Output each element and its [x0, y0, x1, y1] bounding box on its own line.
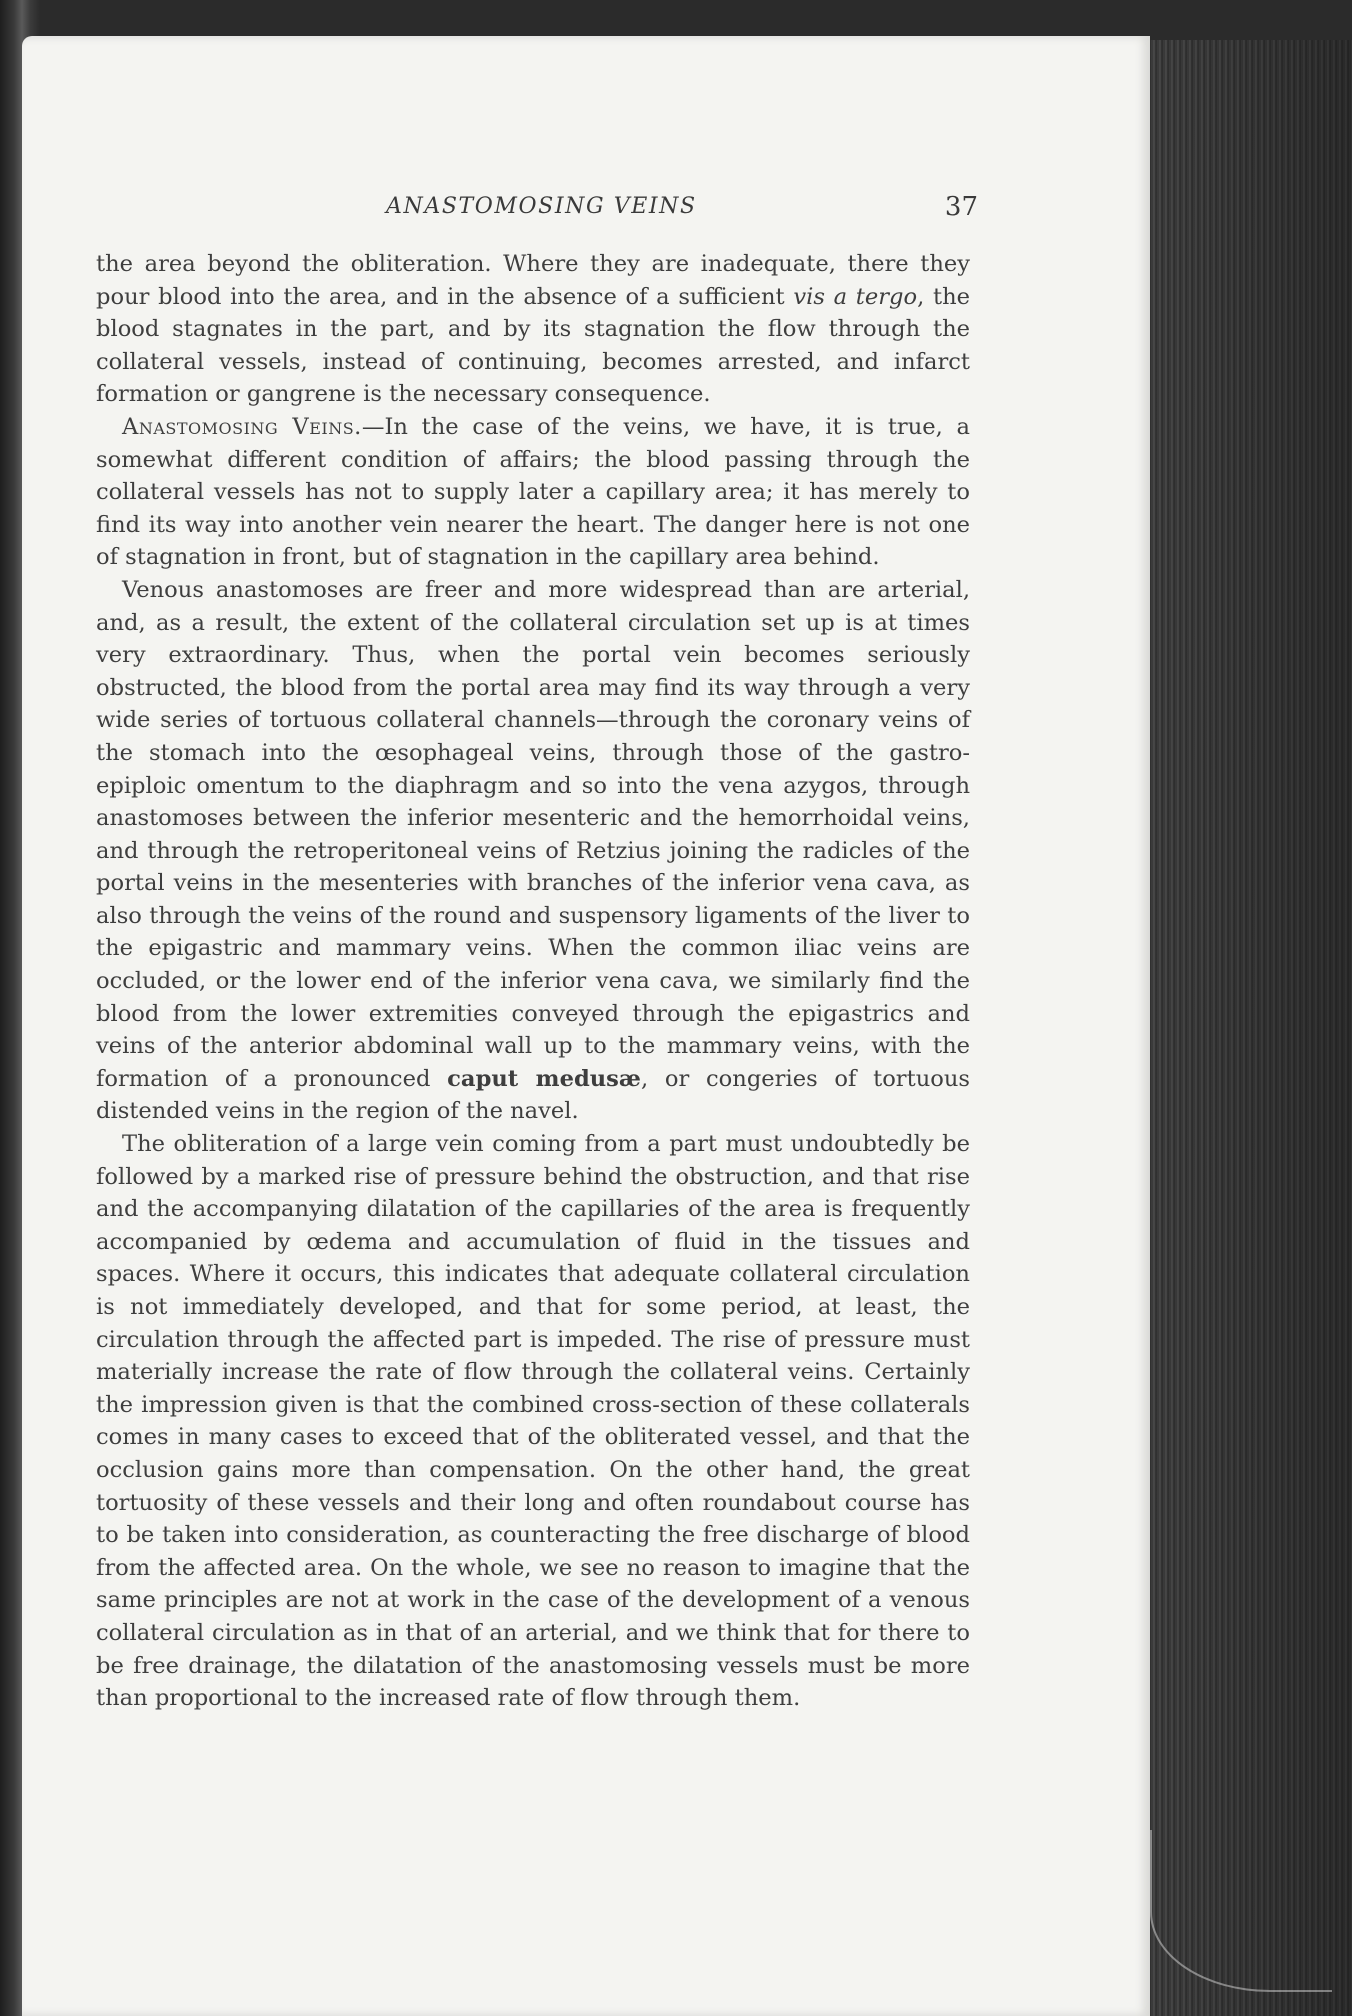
paragraph-3-text-a: Venous anastomoses are freer and more widespread than are arterial, and, as a result, the extent of the collateral circulation set up is at times very extraordinary. Thus, when the portal vein becomes seriously obstructed, the blood from the portal area may find its way through a very wide series of tortuous collateral channels—through the coronary veins of the stomach into the œsophageal veins, through those of the gastro-epiploic omentum to the diaphragm and so into the vena azygos, through anastomoses between the inferior mesenteric and the hemorrhoidal veins, and through the retroperitoneal veins of Retzius joining the radicles of the portal veins in the mesenteries with branches of the inferior vena cava, as also through the veins of the round and suspensory ligaments of the liver to the epigastric and mammary veins. When the common iliac veins are occluded, or the lower end of the inferior vena cava, we similarly find the blood from the lower extremities conveyed through the epigastrics and veins of the anterior abdominal wall up to the mammary veins, with the formation of a pronounced: [96, 576, 970, 1092]
body-text: [96, 248, 970, 1715]
paragraph-1-text-b: , the blood stagnates in the part, and by its stagnation the flow through the collateral vessels, instead of continuing, becomes arrested, and infarct formation or gangrene is the necessary consequence.: [96, 283, 970, 408]
paragraph-1: [96, 248, 970, 411]
paragraph-4-text: The obliteration of a large vein coming from a part must undoubtedly be followed by a marked rise of pressure behind the obstruction, and that rise and the accompanying dilatation of the capillaries of the area is frequently accompanied by œdema and accumulation of fluid in the tissues and spaces. Where it occurs, this indicates that adequate collateral circulation is not immediately developed, and that for some period, at least, the circulation through the affected part is impeded. The rise of pressure must materially increase the rate of flow through the collateral veins. Certainly the impression given is that the combined cross-section of these collaterals comes in many cases to exceed that of the obliterated vessel, and that the occlusion gains more than compensation. On the other hand, the great tortuosity of these vessels and their long and often roundabout course has to be taken into consideration, as counteracting the free discharge of blood from the affected area. On the whole, we see no reason to imagine that the same principles are not at work in the case of the development of a venous collateral circulation as in that of an arterial, and we think that for there to be free drainage, the dilatation of the anastomosing vessels must be more than proportional to the increased rate of flow through them.: [96, 1131, 970, 1712]
page-header: [96, 190, 978, 230]
paragraph-1-text-a: the area beyond the obliteration. Where they are inadequate, there they pour blood into the area, and in the absence of a sufficient: [96, 251, 970, 310]
vis-a-tergo-term: vis a tergo: [793, 283, 918, 310]
paragraph-2: [96, 411, 970, 574]
running-head: ANASTOMOSING VEINS: [386, 194, 697, 219]
book-edge-shadow: [1140, 40, 1352, 2016]
paragraph-3-text-b: , or congeries of tortuous distended veins in the region of the navel.: [96, 1065, 970, 1125]
page-number: 37: [944, 192, 978, 222]
caput-medusae-term: caput medusæ: [447, 1065, 641, 1092]
paragraph-3: [96, 574, 970, 1128]
section-heading-anastomosing-veins: Anastomosing Veins.: [122, 413, 362, 440]
paragraph-2-text: —In the case of the veins, we have, it is true, a somewhat different condition of affairs; the blood passing through the collateral vessels has not to supply later a capillary area; it has merely to find its way into another vein nearer the heart. The danger here is not one of stagnation in front, but of stagnation in the capillary area behind.: [96, 413, 970, 571]
paragraph-4: [96, 1128, 970, 1715]
